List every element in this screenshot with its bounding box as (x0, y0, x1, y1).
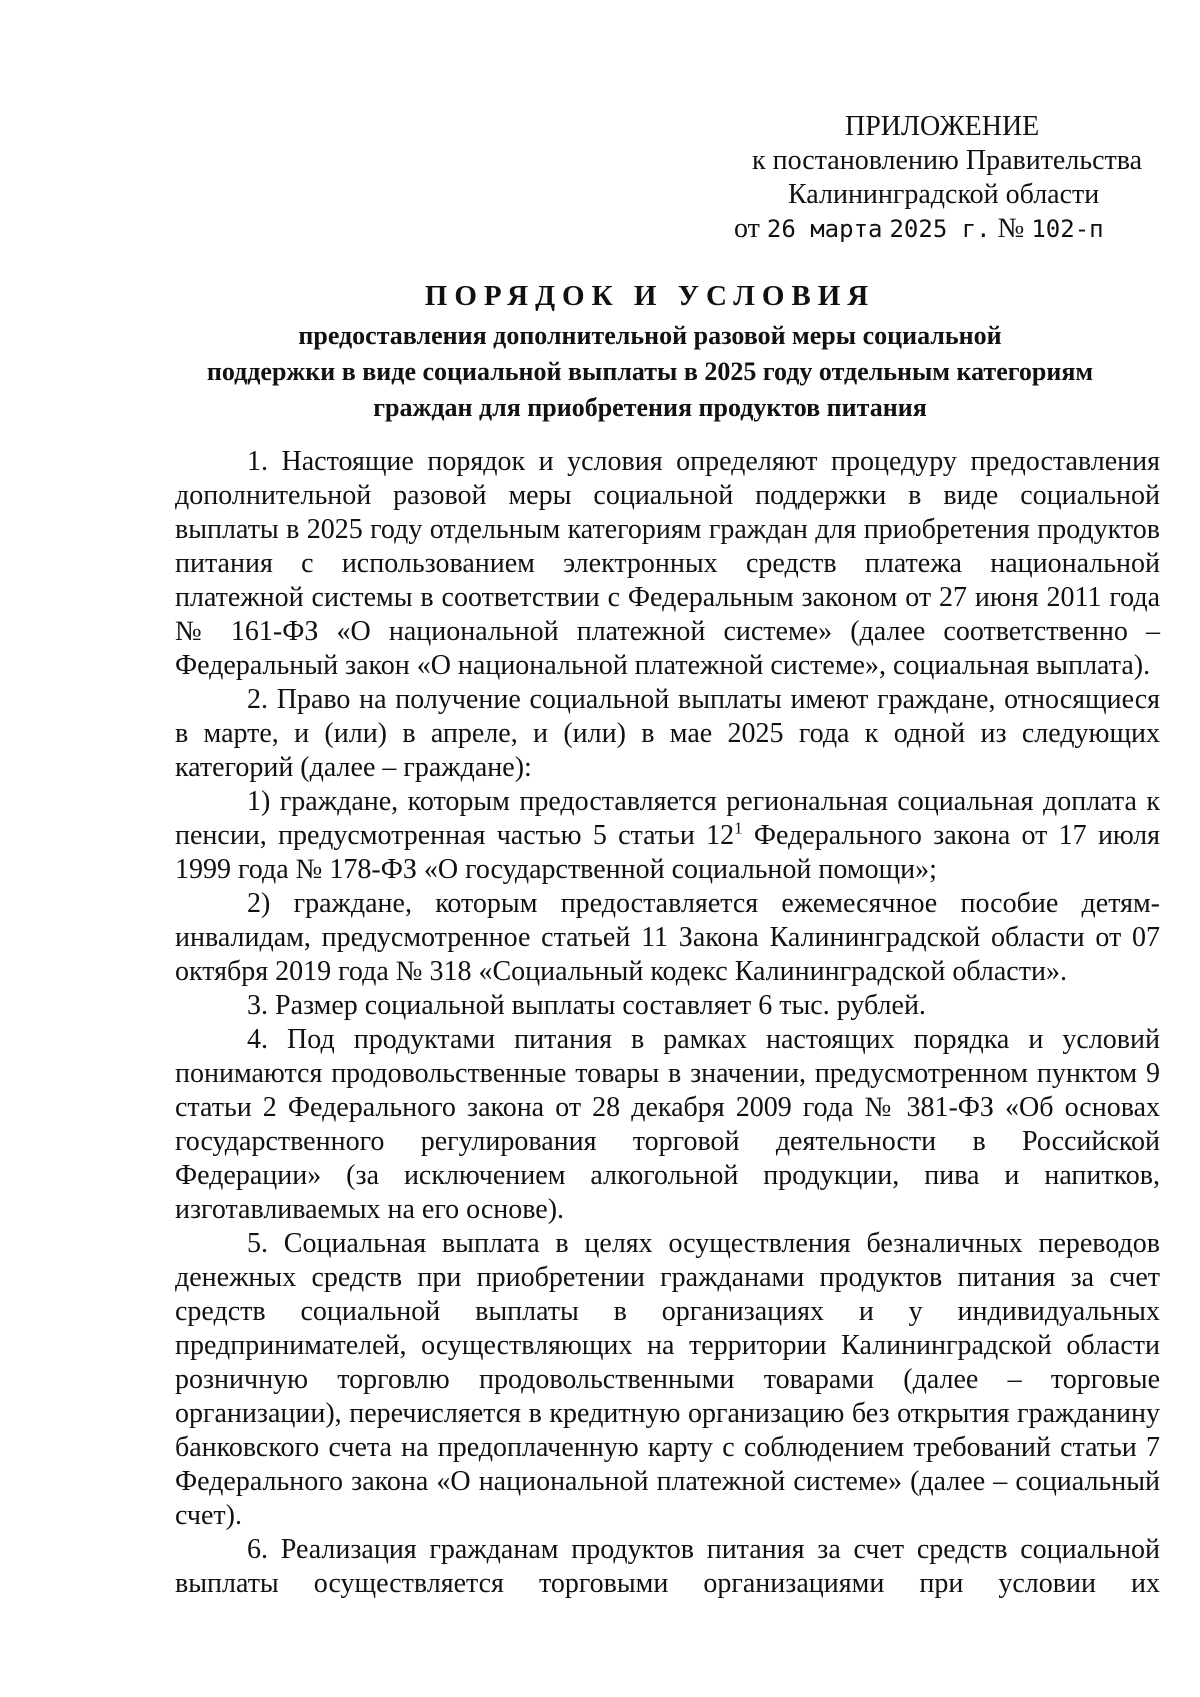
date-prefix: от (734, 213, 760, 244)
appendix-resolution-line: к постановлению Правительства (752, 145, 1143, 176)
date-typed: 26 марта (766, 215, 883, 243)
paragraph-2: 2. Право на получение социальной выплаты имеют граждане, относящиеся в марте, и (или) в апреле, и (или) в мае 2025 года к одной из следующих категорий (далее – граждане): (175, 684, 1160, 783)
appendix-heading: ПРИЛОЖЕНИЕ (845, 111, 1040, 142)
date-year: 2025 г. (889, 215, 991, 243)
item-1-text-start: 1) граждане, которым предоставляется региональная социальная доплата к пенсии, предусмотренная частью 5 статьи 12 (175, 786, 1160, 851)
paragraph-4: 4. Под продуктами питания в рамках настоящих порядка и условий понимаются продовольственные товары в значении, предусмотренном пунктом 9 статьи 2 Федерального закона от 28 декабря 2009 года № 381-ФЗ «Об основах государственного регулирования торговой деятельности в Российской Федерации» (за исключением алкогольной продукции, пива и напитков, изготавливаемых на его основе). (175, 1024, 1160, 1225)
superscript-1: 1 (734, 818, 743, 838)
paragraph-6: 6. Реализация гражданам продуктов питания за счет средств социальной выплаты осуществляется торговыми организациями при условии их (175, 1534, 1160, 1599)
title-main: ПОРЯДОК И УСЛОВИЯ (424, 280, 876, 312)
paragraph-5: 5. Социальная выплата в целях осуществления безналичных переводов денежных средств при приобретении гражданами продуктов питания за счет средств социальной выплаты в организациях и у индивидуальных предпринимателей, осуществляющих на территории Калининградской области розничную торговлю продовольственными товарами (далее – торговые организации), перечисляется в кредитную организацию без открытия гражданину банковского счета на предоплаченную карту с соблюдением требований статьи 7 Федерального закона «О национальной платежной системе» (далее – социальный счет). (175, 1228, 1160, 1531)
paragraph-2-item-2: 2) граждане, которым предоставляется ежемесячное пособие детям-инвалидам, предусмотренное статьей 11 Закона Калининградской области от 07 октября 2019 года № 318 «Социальный кодекс Калининградской области». (175, 888, 1160, 987)
paragraph-1: 1. Настоящие порядок и условия определяют процедуру предоставления дополнительной разовой меры социальной поддержки в виде социальной выплаты в 2025 году отдельным категориям граждан для приобретения продуктов питания с использованием электронных средств платежа национальной платежной системы в соответствии с Федеральным законом от 27 июня 2011 года № 161-ФЗ «О национальной платежной системе» (далее соответственно – Федеральный закон «О национальной платежной системе», социальная выплата). (175, 446, 1160, 681)
title-subtitle-line-3: граждан для приобретения продуктов питания (373, 393, 927, 422)
appendix-date-line (720, 212, 1140, 246)
document-number: 102-п (1031, 215, 1104, 243)
title-subtitle-line-2: поддержки в виде социальной выплаты в 2025 году отдельным категориям (206, 357, 1094, 386)
item-1-text-end: Федерального закона от 17 июля 1999 года № 178-ФЗ «О государственной социальной помощи»; (175, 820, 1161, 885)
appendix-region-line: Калининградской области (788, 179, 1100, 210)
appendix-block (720, 110, 1143, 246)
paragraph-3: 3. Размер социальной выплаты составляет 6 тыс. рублей. (247, 990, 926, 1021)
number-sign: № (997, 213, 1025, 244)
paragraph-2-item-1 (175, 785, 1160, 887)
title-subtitle-line-1: предоставления дополнительной разовой меры социальной (298, 321, 1002, 350)
document-title (150, 278, 1150, 426)
document-body (175, 445, 1160, 1601)
